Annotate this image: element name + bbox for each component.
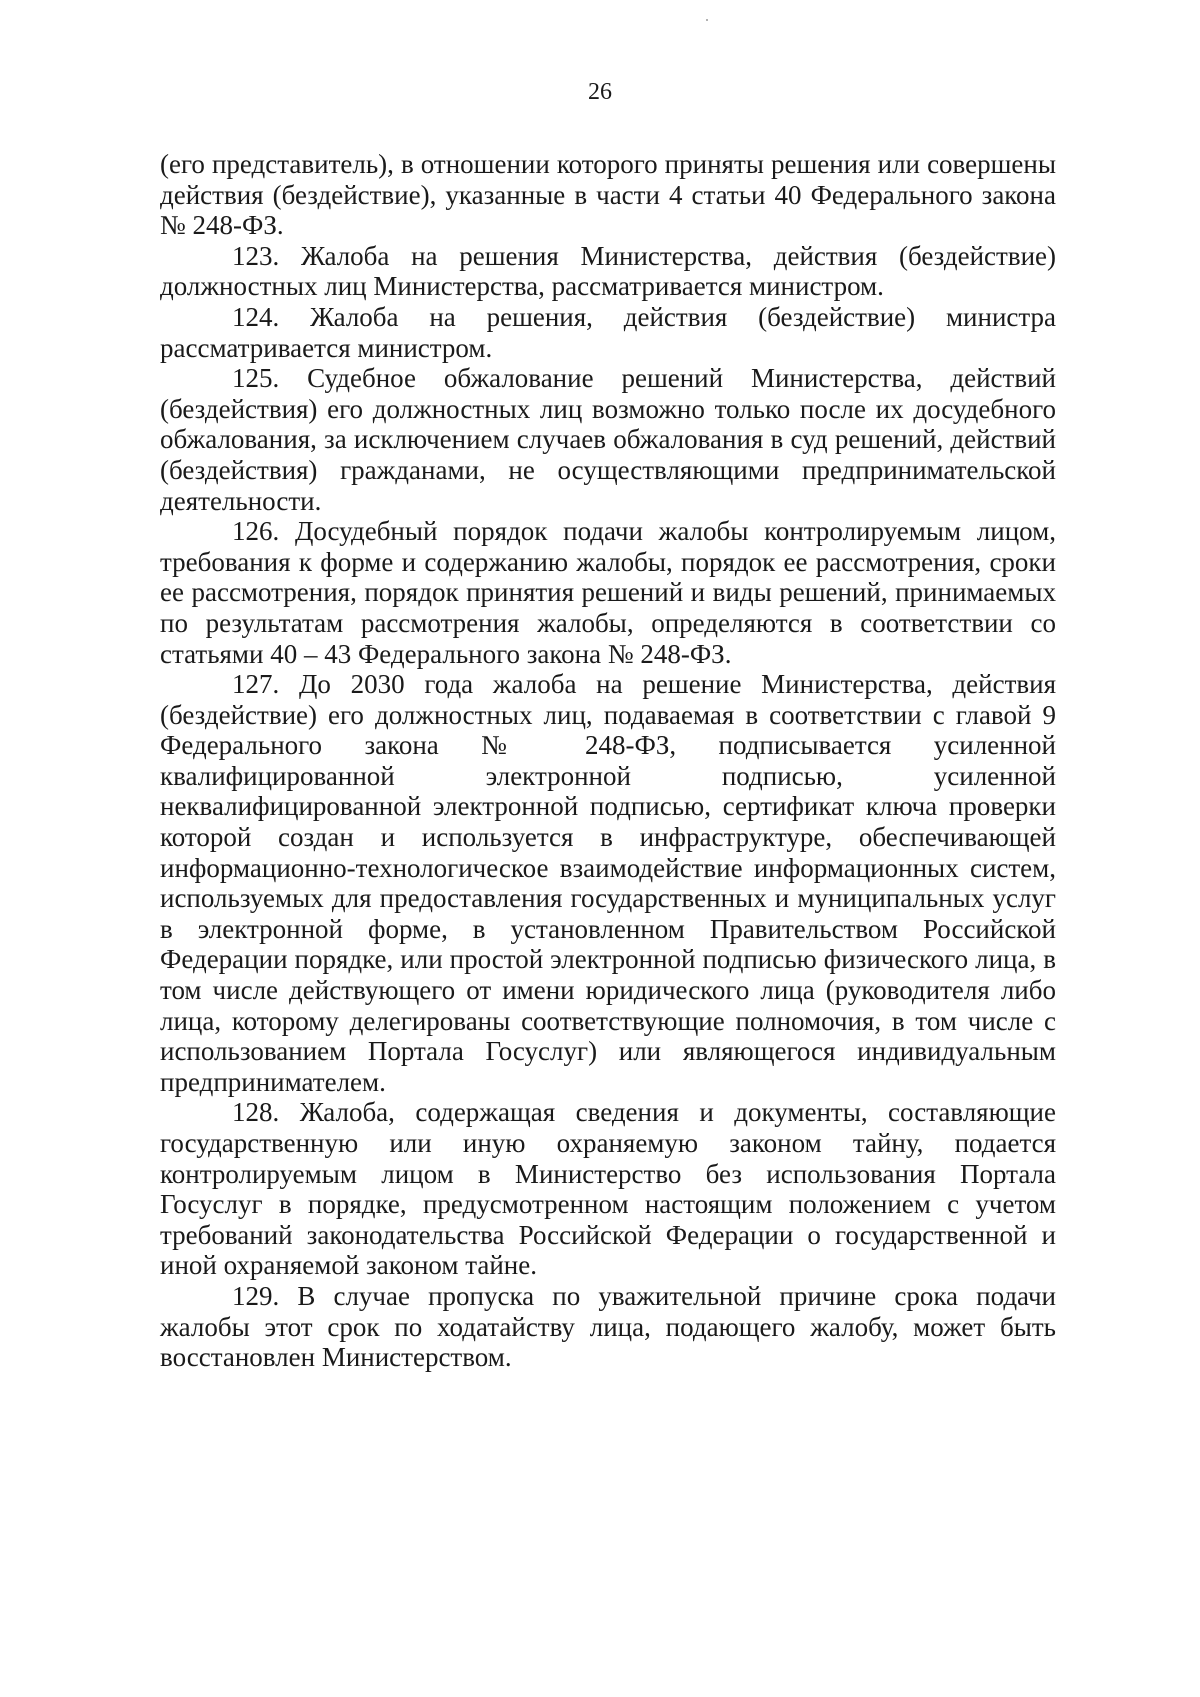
paragraph-126: 126. Досудебный порядок подачи жалобы контролируемым лицом, требования к форме и содержанию жалобы, порядок ее рассмотрения, сроки ее рассмотрения, порядок принятия решений и виды решений, принимаемых по результатам рассмотрения жалобы, определяются в соответствии со статьями 40 – 43 Федерального закона № 248-ФЗ. [160, 516, 1056, 669]
paragraph-124: 124. Жалоба на решения, действия (бездействие) министра рассматривается министром. [160, 301, 1056, 363]
scan-speck [706, 19, 708, 21]
paragraph-129: 129. В случае пропуска по уважительной причине срока подачи жалобы этот срок по ходатайству лица, подающего жалобу, может быть восстановлен Министерством. [160, 1280, 1056, 1373]
paragraph-continuation: (его представитель), в отношении которого приняты решения или совершены действия (бездействие), указанные в части 4 статьи 40 Федерального закона № 248-ФЗ. [160, 149, 1056, 241]
paragraph-128: 128. Жалоба, содержащая сведения и документы, составляющие государственную или иную охраняемую законом тайну, подается контролируемым лицом в Министерство без использования Портала Госуслуг в порядке, предусмотренном настоящим положением с учетом требований законодательства Российской Федерации о государственной и иной охраняемой законом тайне. [160, 1097, 1056, 1281]
paragraph-125: 125. Судебное обжалование решений Министерства, действий (бездействия) его должностных лиц возможно только после их досудебного обжалования, за исключением случаев обжалования в суд решений, действий (бездействия) гражданами, не осуществляющими предпринимательской деятельности. [160, 363, 1056, 516]
paragraph-127: 127. До 2030 года жалоба на решение Министерства, действия (бездействие) его должностных лиц, подаваемая в соответствии с главой 9 Федерального закона № 248-ФЗ, подписывается усиленной квалифицированной электронной подписью, усиленной неквалифицированной электронной подписью, сертификат ключа проверки которой создан и используется в инфраструктуре, обеспечивающей информационно-технологическое взаимодействие информационных систем, используемых для предоставления государственных и муниципальных услуг в электронной форме, в установленном Правительством Российской Федерации порядке, или простой электронной подписью физического лица, в том числе действующего от имени юридического лица (руководителя либо лица, которому делегированы соответствующие полномочия, в том числе с использованием Портала Госуслуг) или являющегося индивидуальным предпринимателем. [160, 669, 1056, 1097]
document-body [160, 149, 1056, 1373]
paragraph-123: 123. Жалоба на решения Министерства, действия (бездействие) должностных лиц Министерства, рассматривается министром. [160, 240, 1056, 302]
page-number: 26 [588, 79, 612, 105]
